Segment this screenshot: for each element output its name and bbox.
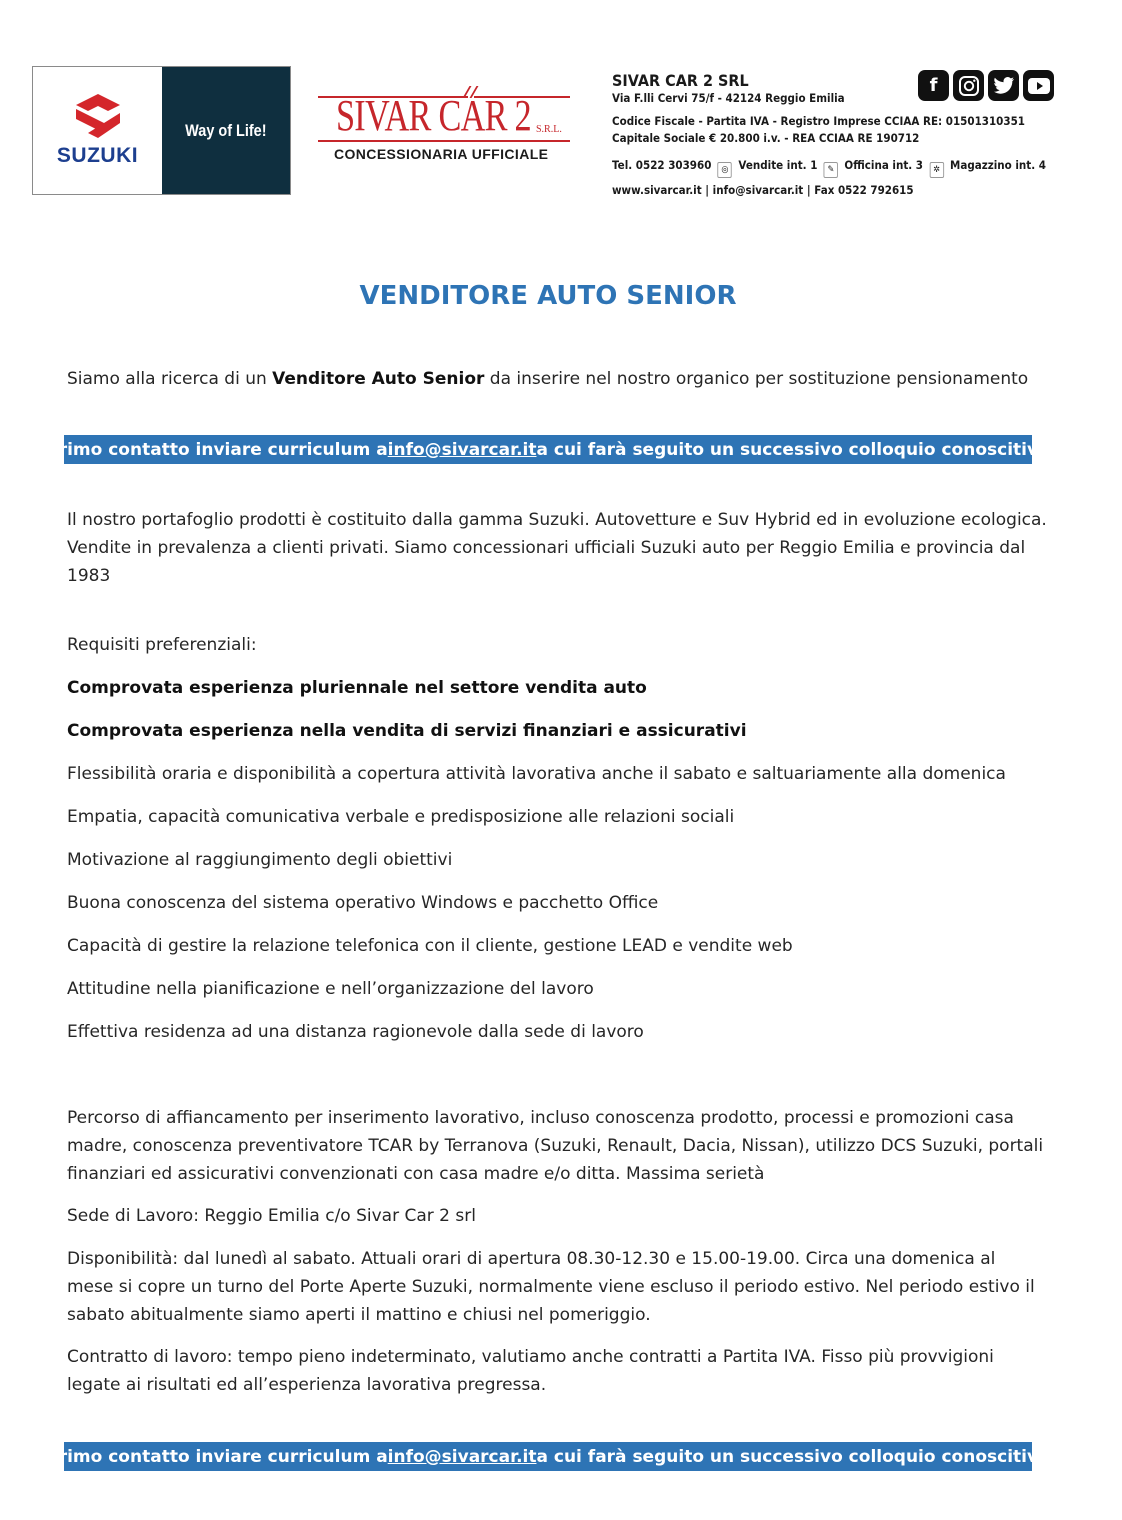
contract-paragraph: Contratto di lavoro: tempo pieno indeterminato, valutiamo anche contratti a Partita IVA. Fisso più provvigioni legate ai risultati ed all’esperienza lavorativa pregressa. <box>67 1347 994 1395</box>
facebook-icon[interactable]: f <box>918 70 949 101</box>
requirement-item: Attitudine nella pianificazione e nell’organizzazione del lavoro <box>67 979 594 999</box>
dept-warehouse: Magazzino int. 4 <box>950 158 1046 172</box>
logo-line-bottom <box>318 140 570 142</box>
company-web-line: www.sivarcar.it | info@sivarcar.it | Fax 0522 792615 <box>612 183 914 197</box>
sivar-logo-subtitle: CONCESSIONARIA UFFICIALE <box>334 146 549 162</box>
contact-banner-top <box>46 435 1050 464</box>
requirement-item: Empatia, capacità comunicativa verbale e predisposizione alle relazioni sociali <box>67 807 735 827</box>
company-fiscal: Codice Fiscale - Partita IVA - Registro Imprese CCIAA RE: 01501310351 <box>612 114 1025 128</box>
company-capital: Capitale Sociale € 20.800 i.v. - REA CCIAA RE 190712 <box>612 131 920 145</box>
wrench-icon: ✎ <box>824 162 838 178</box>
email-link[interactable]: info@sivarcar.it <box>387 439 537 460</box>
dept-workshop: Officina int. 3 <box>844 158 924 172</box>
company-phone: Tel. 0522 303960 <box>612 158 712 172</box>
banner-text-after: a cui farà seguito un successivo colloquio conoscitivo <box>536 1446 1050 1467</box>
suzuki-s-icon <box>74 94 122 138</box>
dept-sales: Vendite int. 1 <box>738 158 818 172</box>
intro-paragraph <box>67 365 1047 393</box>
training-paragraph: Percorso di affiancamento per inserimento lavorativo, incluso conoscenza prodotto, processi e promozioni casa madre, conoscenza preventivatore TCAR by Terranova (Suzuki, Renault, Dacia, Nissan), utilizzo DCS Suzuki, portali finanziari ed assicurativi convenzionati con casa madre e/o ditta. Massima serietà <box>67 1108 1044 1184</box>
banner-text-before: Primo contatto inviare curriculum a <box>46 439 388 460</box>
availability-paragraph: Disponibilità: dal lunedì al sabato. Attuali orari di apertura 08.30-12.30 e 15.00-19.00. Circa una domenica al mese si copre un turno del Porte Aperte Suzuki, normalmente viene escluso il periodo estivo. Nel periodo estivo il sabato abitualmente siamo aperti il mattino e chiusi nel pomeriggio. <box>67 1249 1035 1325</box>
suzuki-tagline: Way of Life! <box>185 120 267 140</box>
suzuki-logo <box>32 66 291 195</box>
company-contacts <box>612 157 1046 178</box>
requirement-item: Capacità di gestire la relazione telefonica con il cliente, gestione LEAD e vendite web <box>67 936 793 956</box>
portfolio-paragraph: Il nostro portafoglio prodotti è costituito dalla gamma Suzuki. Autovetture e Suv Hybrid ed in evoluzione ecologica. Vendite in prevalenza a clienti privati. Siamo concessionari ufficiali Suzuki auto per Reggio Emilia e provincia dal 1983 <box>67 510 1047 586</box>
suzuki-tagline-panel <box>162 67 290 194</box>
suzuki-wordmark: SUZUKI <box>56 143 139 167</box>
gear-icon: ✲ <box>929 162 943 178</box>
page-title: VENDITORE AUTO SENIOR <box>359 281 737 311</box>
workplace-paragraph: Sede di Lavoro: Reggio Emilia c/o Sivar Car 2 srl <box>67 1206 476 1226</box>
requirement-item: Effettiva residenza ad una distanza ragionevole dalla sede di lavoro <box>67 1022 644 1042</box>
intro-role: Venditore Auto Senior <box>272 369 485 389</box>
steering-wheel-icon: ◎ <box>718 162 732 178</box>
sivar-car-logo <box>316 86 572 166</box>
requirement-bold-item: Comprovata esperienza pluriennale nel settore vendita auto <box>67 678 647 698</box>
requirements-heading: Requisiti preferenziali: <box>67 635 257 655</box>
contact-banner-bottom <box>46 1442 1050 1471</box>
intro-after: da inserire nel nostro organico per sostituzione pensionamento <box>484 369 1029 389</box>
sivar-logo-wordmark: SIVAR CAR 2 <box>336 91 531 140</box>
suzuki-emblem-area <box>33 67 162 194</box>
intro-before: Siamo alla ricerca di un <box>67 369 273 389</box>
email-link[interactable]: info@sivarcar.it <box>387 1446 537 1467</box>
instagram-icon[interactable] <box>953 70 984 101</box>
youtube-icon[interactable] <box>1023 70 1054 101</box>
social-icons <box>918 70 1054 101</box>
requirement-item: Buona conoscenza del sistema operativo Windows e pacchetto Office <box>67 893 659 913</box>
requirement-item: Flessibilità oraria e disponibilità a copertura attività lavorativa anche il sabato e saltuariamente alla domenica <box>67 764 1006 784</box>
company-address: Via F.lli Cervi 75/f - 42124 Reggio Emilia <box>612 91 845 105</box>
requirement-bold-item: Comprovata esperienza nella vendita di servizi finanziari e assicurativi <box>67 721 747 741</box>
sivar-logo-srl: S.R.L. <box>536 124 562 135</box>
company-name: SIVAR CAR 2 SRL <box>612 71 749 90</box>
banner-text-after: a cui farà seguito un successivo colloquio conoscitivo <box>536 439 1050 460</box>
banner-text-before: Primo contatto inviare curriculum a <box>46 1446 388 1467</box>
twitter-icon[interactable] <box>988 70 1019 101</box>
requirement-item: Motivazione al raggiungimento degli obiettivi <box>67 850 453 870</box>
